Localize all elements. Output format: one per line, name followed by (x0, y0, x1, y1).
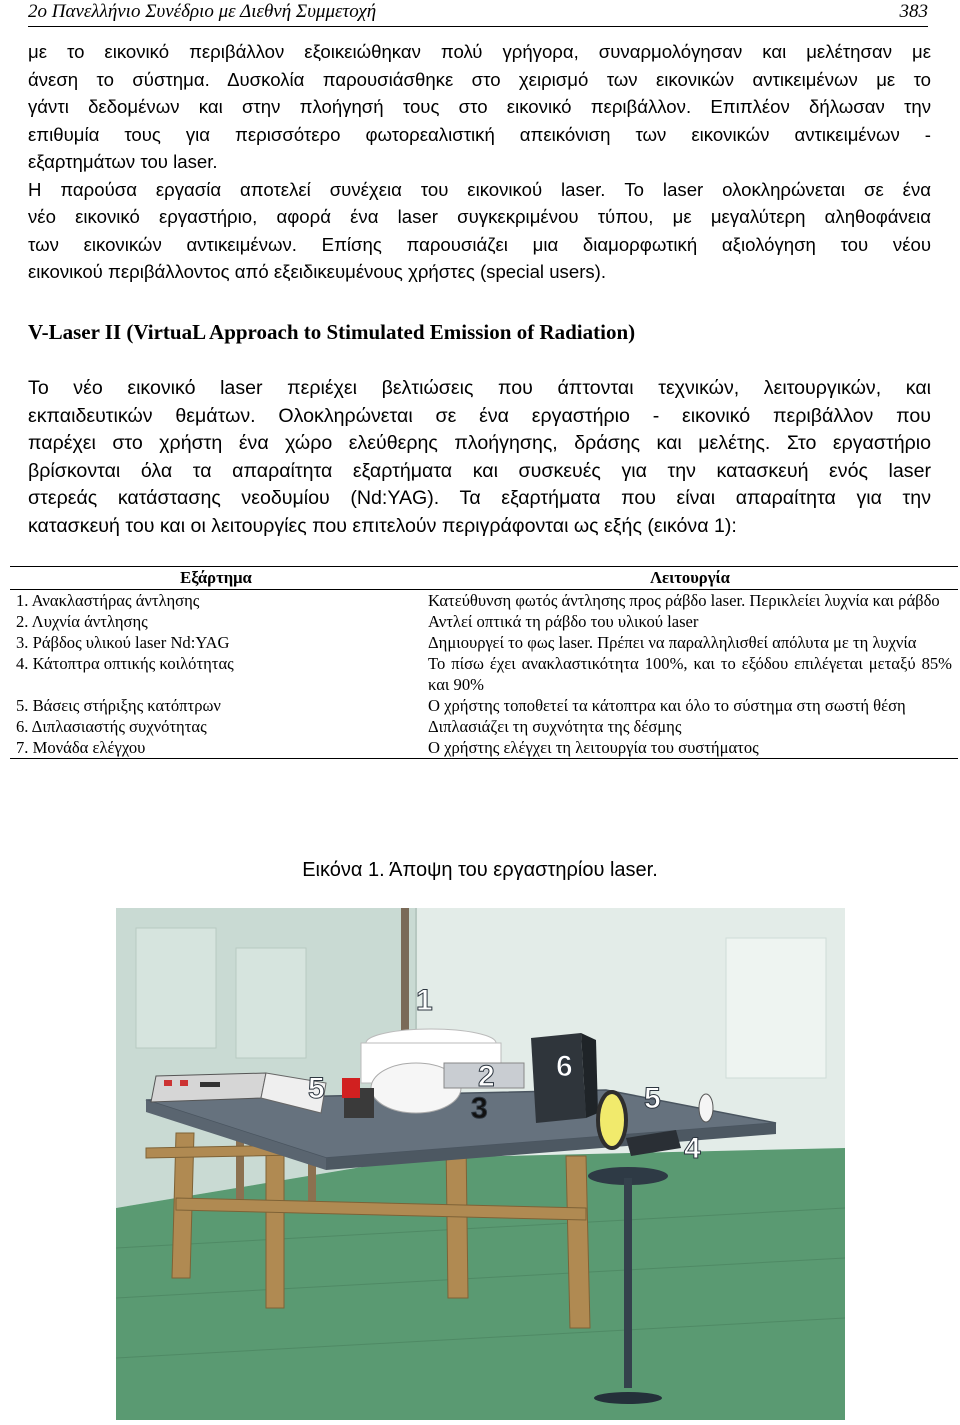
body-paragraph (28, 375, 931, 541)
text-line: βρίσκονται όλα τα απαραίτητα εξαρτήματα και συσκευές για την κατασκευή ενός laser (28, 459, 931, 482)
component-cell: 5. Βάσεις στήριξης κατόπτρων (16, 696, 221, 715)
text-line: παρέχει στο χρήστη ένα χώρο ελεύθερης πλοήγησης, δράσης και μελέτης. Στο εργαστήριο (28, 432, 931, 455)
function-cell: Ο χρήστης ελέγχει τη λειτουργία του συστήματος (422, 737, 958, 759)
component-cell: 6. Διπλασιαστής συχνότητας (16, 717, 207, 736)
page-number: 383 (899, 1, 928, 22)
text-line: νέο εικονικό εργαστήριο, αφορά ένα laser συγκεκριμένου τύπου, με μεγαλύτερη αληθοφάνεια (28, 206, 931, 227)
function-cell: Αντλεί οπτικά τη ράβδο του υλικού laser (428, 612, 699, 631)
text-line: Η παρούσα εργασία αποτελεί συνέχεια του εικονικού laser. Το laser ολοκληρώνεται σε ένα (28, 178, 931, 200)
table-row (10, 632, 958, 653)
function-cell: Δημιουργεί το φως laser. Πρέπει να παραλληλισθεί απόλυτα με τη λυχνία (428, 633, 917, 652)
text-line: άνεση το σύστημα. Δυσκολία παρουσιάσθηκε στο χειρισμό των εικονικών αντικειμένων με το (28, 68, 931, 90)
function-cell: Διπλασιάζει τη συχνότητα της δέσμης (428, 717, 682, 736)
table-row (10, 611, 958, 632)
label-1: 1 (416, 984, 433, 1017)
text-line: εξαρτημάτων του laser. (28, 151, 218, 172)
table-row (10, 590, 958, 612)
text-line: επιθυμία τους για περισσότερο φωτορεαλιστική απεικόνιση των εικονικών αντικειμένων - (28, 123, 931, 145)
figure-caption: Εικόνα 1. Άποψη του εργαστηρίου laser. (302, 859, 658, 881)
component-cell: 2. Λυχνία άντλησης (16, 612, 148, 631)
label-6: 6 (556, 1050, 573, 1083)
laser-lab-figure (116, 908, 845, 1420)
component-cell: 3. Ράβδος υλικού laser Nd:YAG (16, 633, 230, 652)
section-title: V-Laser II (VirtuaL Approach to Stimulated Emission of Radiation) (28, 320, 636, 344)
text-line: με το εικονικό περιβάλλον εξοικειώθηκαν πολύ γρήγορα, συναρμολόγησαν και μελέτησαν με (28, 41, 931, 62)
text-line: Το νέο εικονικό laser περιέχει βελτιώσεις που άπτονται τεχνικών, λειτουργικών, και (28, 377, 931, 399)
column-header: Εξάρτημα (10, 567, 422, 590)
components-table (10, 566, 958, 759)
text-line: στερεάς κατάστασης νεοδυμίου (Nd:YAG). Τα εξαρτήματα που είναι απαραίτητα για την (28, 487, 931, 510)
function-cell: Ο χρήστης τοποθετεί τα κάτοπτρα και όλο το σύστημα στη σωστή θέση (428, 696, 906, 715)
label-5-right: 5 (644, 1082, 661, 1115)
table-row (10, 737, 958, 759)
text-line: εικονικού περιβάλλοντος από εξειδικευμένους χρήστες (special users). (28, 261, 607, 282)
component-cell: 1. Ανακλαστήρας άντλησης (16, 591, 200, 610)
intro-paragraph (28, 38, 931, 286)
component-cell: 7. Μονάδα ελέγχου (10, 737, 422, 759)
component-cell: 4. Κάτοπτρα οπτικής κοιλότητας (16, 654, 234, 673)
text-line: εκπαιδευτικών θεμάτων. Ολοκληρώνεται σε ένα εργαστήριο - εικονικό περιβάλλον που (28, 404, 931, 427)
label-4: 4 (684, 1132, 701, 1165)
text-line: γάντι δεδομένων και στην πλοήγησή τους στο εικονικό περιβάλλον. Επιπλέον δήλωσαν την (28, 96, 931, 117)
page-header (28, 0, 928, 27)
function-cell: Κατεύθυνση φωτός άντλησης προς ράβδο laser. Περικλείει λυχνία και ράβδο (428, 591, 940, 610)
function-cell: Το πίσω έχει ανακλαστικότητα 100%, και το εξόδου επιλέγεται μεταξύ 85% και 90% (428, 654, 952, 694)
column-header: Λειτουργία (422, 567, 958, 590)
text-line: κατασκευή του και οι λειτουργίες που επιτελούν περιγράφονται ως εξής (εικόνα 1): (28, 514, 737, 537)
label-3: 3 (471, 1092, 488, 1125)
label-2: 2 (478, 1060, 495, 1093)
table-row (10, 653, 958, 695)
table-row (10, 695, 958, 716)
table-row (10, 716, 958, 737)
text-line: των εικονικών αντικειμένων. Επίσης παρουσιάζει μια διαμορφωτική αξιολόγηση του νέου (28, 233, 931, 255)
table-header-row (10, 567, 958, 590)
label-5-left: 5 (308, 1072, 325, 1105)
conference-title: 2ο Πανελλήνιο Συνέδριο με Διεθνή Συμμετοχή (28, 1, 377, 22)
